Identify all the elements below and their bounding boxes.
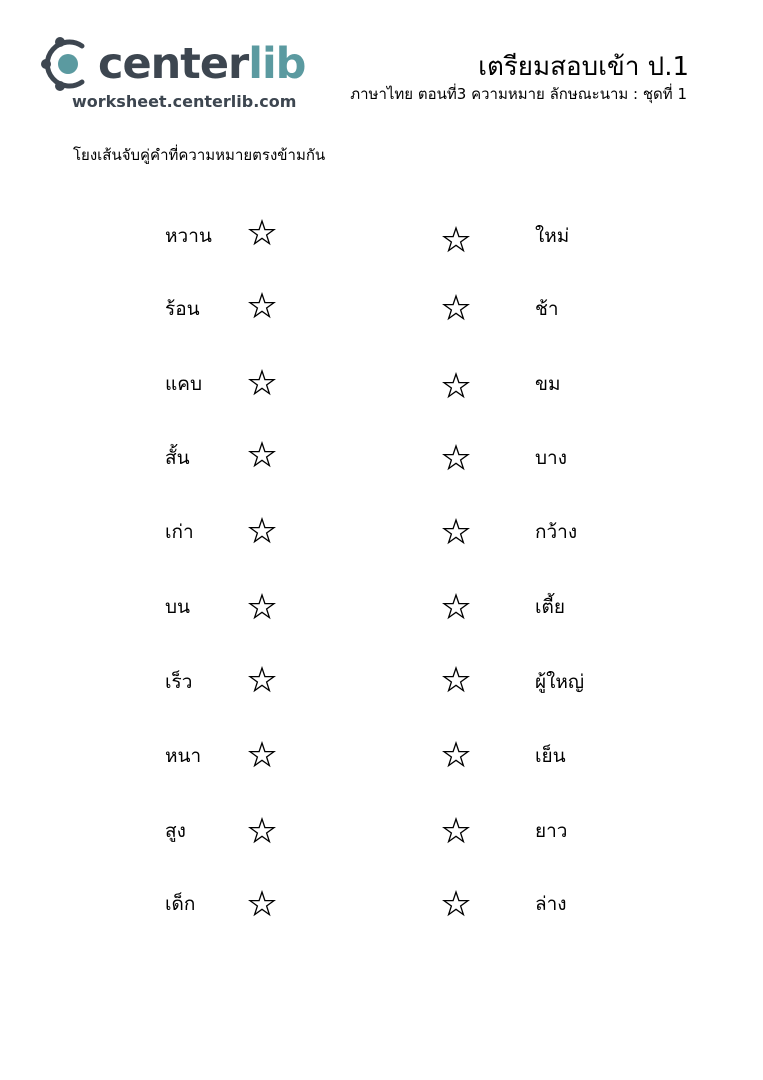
right-word: เย็น — [535, 745, 566, 767]
left-word: สั้น — [165, 447, 190, 469]
star-outline-icon[interactable] — [442, 444, 470, 472]
star-outline-icon[interactable] — [442, 890, 470, 918]
left-word: หวาน — [165, 225, 212, 247]
right-word: ยาว — [535, 820, 568, 842]
star-outline-icon[interactable] — [248, 369, 276, 397]
star-outline-icon[interactable] — [442, 518, 470, 546]
star-outline-icon[interactable] — [248, 890, 276, 918]
right-word: บาง — [535, 447, 568, 469]
star-outline-icon[interactable] — [248, 219, 276, 247]
star-outline-icon[interactable] — [442, 666, 470, 694]
brand-part2: lib — [248, 39, 306, 89]
left-word: สูง — [165, 820, 186, 842]
right-word: ผู้ใหญ่ — [535, 671, 585, 693]
star-outline-icon[interactable] — [442, 817, 470, 845]
page-subtitle: ภาษาไทย ตอนที่3 ความหมาย ลักษณะนาม : ชุดที่ 1 — [350, 85, 687, 103]
star-outline-icon[interactable] — [442, 226, 470, 254]
left-word: เร็ว — [165, 671, 193, 693]
star-outline-icon[interactable] — [248, 741, 276, 769]
right-word: ช้า — [535, 298, 559, 320]
left-word: เก่า — [165, 521, 194, 543]
star-outline-icon[interactable] — [248, 666, 276, 694]
right-word: ล่าง — [535, 893, 567, 915]
right-word: เตี้ย — [535, 596, 565, 618]
left-word: เด็ก — [165, 893, 196, 915]
left-word: หนา — [165, 745, 202, 767]
star-outline-icon[interactable] — [248, 292, 276, 320]
left-word: ร้อน — [165, 298, 200, 320]
star-outline-icon[interactable] — [442, 593, 470, 621]
right-word: กว้าง — [535, 521, 578, 543]
star-outline-icon[interactable] — [442, 372, 470, 400]
website-url: worksheet.centerlib.com — [72, 92, 297, 111]
left-word: แคบ — [165, 373, 203, 395]
brand-part1: center — [98, 39, 249, 89]
star-outline-icon[interactable] — [442, 741, 470, 769]
instruction-text: โยงเส้นจับคู่คำที่ความหมายตรงข้ามกัน — [73, 146, 326, 164]
star-outline-icon[interactable] — [248, 817, 276, 845]
star-outline-icon[interactable] — [248, 517, 276, 545]
page-title: เตรียมสอบเข้า ป.1 — [478, 52, 689, 82]
star-outline-icon[interactable] — [248, 593, 276, 621]
star-outline-icon[interactable] — [442, 294, 470, 322]
left-word: บน — [165, 596, 191, 618]
star-outline-icon[interactable] — [248, 441, 276, 469]
right-word: ใหม่ — [535, 225, 570, 247]
right-word: ขม — [535, 373, 561, 395]
